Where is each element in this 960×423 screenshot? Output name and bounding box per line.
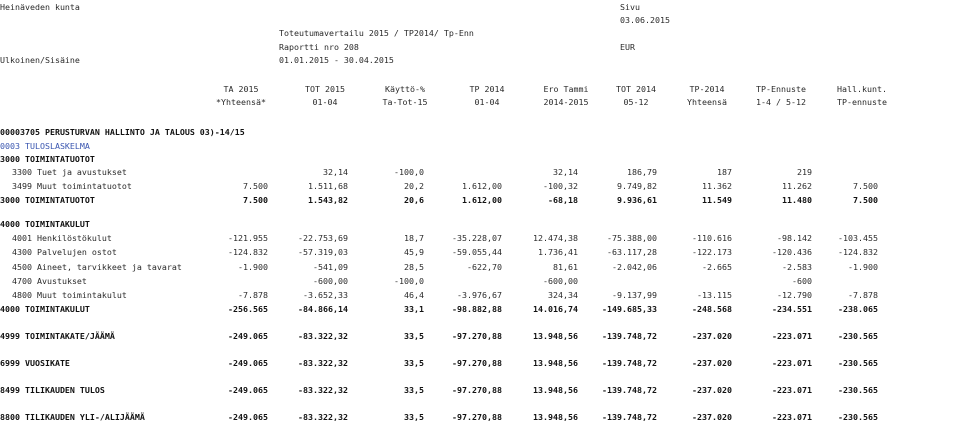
row-value: 46,4: [404, 290, 424, 300]
column-header-top: TP-2014: [689, 84, 725, 94]
row-value: 1.612,00: [462, 195, 502, 205]
row-value: 32,14: [323, 167, 348, 177]
row-value: -83.322,32: [298, 412, 348, 422]
row-value: -149.685,33: [602, 304, 657, 314]
row-value: -2.583: [782, 262, 812, 272]
column-header-sub: 2014-2015: [543, 97, 589, 107]
column-header-sub: 1-4 / 5-12: [756, 97, 806, 107]
row-label: 8800 TILIKAUDEN YLI-/ALIJÄÄMÄ: [0, 412, 145, 422]
column-header-top: TP 2014: [469, 84, 505, 94]
row-value: -35.228,07: [452, 233, 502, 243]
row-label: 4500 Aineet, tarvikkeet ja tavarat: [12, 262, 182, 272]
row-value: 9.749,82: [617, 181, 657, 191]
page-label: Sivu: [620, 2, 640, 12]
row-value: 33,5: [404, 385, 424, 395]
row-value: -9.137,99: [612, 290, 657, 300]
column-header-top: TP-Ennuste: [756, 84, 806, 94]
row-value: -7.878: [238, 290, 268, 300]
row-value: 11.262: [782, 181, 812, 191]
table-row: [0, 276, 960, 287]
row-value: 1.612,00: [462, 181, 502, 191]
row-value: -97.270,88: [452, 331, 502, 341]
row-value: -238.065: [838, 304, 878, 314]
row-value: -110.616: [692, 233, 732, 243]
row-value: -7.878: [848, 290, 878, 300]
row-value: -12.790: [777, 290, 812, 300]
row-value: -2.042,06: [612, 262, 657, 272]
row-value: -97.270,88: [452, 385, 502, 395]
column-header-top: Käyttö-%: [385, 84, 425, 94]
table-row: [0, 412, 960, 423]
row-value: 11.549: [702, 195, 732, 205]
column-header-sub: 01-04: [312, 97, 338, 107]
row-value: -600,00: [543, 276, 578, 286]
row-value: 1.736,41: [538, 247, 578, 257]
table-row: [0, 290, 960, 301]
row-value: -120.436: [772, 247, 812, 257]
row-value: 1.543,82: [308, 195, 348, 205]
row-label: 4000 TOIMINTAKULUT: [0, 304, 90, 314]
row-value: -223.071: [772, 385, 812, 395]
report-date: 03.06.2015: [620, 15, 670, 25]
table-row: [0, 127, 960, 138]
table-row: [0, 358, 960, 369]
column-header-top: Hall.kunt.: [837, 84, 887, 94]
row-value: 13.948,56: [533, 358, 578, 368]
column-header-top: Ero Tammi: [543, 84, 589, 94]
row-value: -230.565: [838, 331, 878, 341]
row-value: -100,32: [543, 181, 578, 191]
row-value: -124.832: [228, 247, 268, 257]
row-value: -83.322,32: [298, 331, 348, 341]
row-value: -3.652,33: [303, 290, 348, 300]
row-label: 8499 TILIKAUDEN TULOS: [0, 385, 105, 395]
row-value: 20,2: [404, 181, 424, 191]
row-value: -1.900: [238, 262, 268, 272]
report-number: Raportti nro 208: [279, 42, 359, 52]
row-value: -600,00: [313, 276, 348, 286]
row-label: 4001 Henkilöstökulut: [12, 233, 112, 243]
row-value: 324,34: [548, 290, 578, 300]
row-value: -223.071: [772, 358, 812, 368]
row-label: 4999 TOIMINTAKATE/JÄÄMÄ: [0, 331, 115, 341]
row-value: -122.173: [692, 247, 732, 257]
row-value: -139.748,72: [602, 358, 657, 368]
row-label: 0003 TULOSLASKELMA: [0, 141, 90, 151]
row-value: 7.500: [853, 181, 878, 191]
row-value: -68,18: [548, 195, 578, 205]
row-value: -237.020: [692, 385, 732, 395]
row-value: 14.016,74: [533, 304, 578, 314]
row-value: -100,0: [394, 167, 424, 177]
row-value: -541,09: [313, 262, 348, 272]
unit-name: Ulkoinen/Sisäine: [0, 55, 80, 65]
row-value: -121.955: [228, 233, 268, 243]
row-value: -22.753,69: [298, 233, 348, 243]
row-value: 33,5: [404, 358, 424, 368]
column-header-top: TOT 2015: [305, 84, 345, 94]
row-value: -237.020: [692, 412, 732, 422]
row-value: -230.565: [838, 412, 878, 422]
row-value: -237.020: [692, 358, 732, 368]
row-value: -57.319,03: [298, 247, 348, 257]
row-value: -13.115: [697, 290, 732, 300]
table-row: [0, 219, 960, 230]
row-value: -139.748,72: [602, 331, 657, 341]
column-header-sub: TP-ennuste: [837, 97, 887, 107]
table-row: [0, 167, 960, 178]
row-value: -237.020: [692, 331, 732, 341]
row-value: -100,0: [394, 276, 424, 286]
column-header-sub: Yhteensä: [687, 97, 727, 107]
row-value: -1.900: [848, 262, 878, 272]
row-value: 7.500: [243, 195, 268, 205]
row-value: -249.065: [228, 358, 268, 368]
row-value: 11.362: [702, 181, 732, 191]
row-value: -83.322,32: [298, 358, 348, 368]
row-value: -622,70: [467, 262, 502, 272]
row-value: -223.071: [772, 412, 812, 422]
row-value: -139.748,72: [602, 385, 657, 395]
report-period: 01.01.2015 - 30.04.2015: [279, 55, 394, 65]
row-value: 13.948,56: [533, 385, 578, 395]
row-value: 1.511,68: [308, 181, 348, 191]
row-value: -103.455: [838, 233, 878, 243]
row-value: 18,7: [404, 233, 424, 243]
column-header-sub: Ta-Tot-15: [382, 97, 428, 107]
row-value: 7.500: [243, 181, 268, 191]
currency-label: EUR: [620, 42, 635, 52]
row-label: 4800 Muut toimintakulut: [12, 290, 127, 300]
table-row: [0, 262, 960, 273]
row-value: 12.474,38: [533, 233, 578, 243]
row-value: -63.117,28: [607, 247, 657, 257]
row-value: -98.882,88: [452, 304, 502, 314]
column-header-top: TA 2015: [223, 84, 259, 94]
row-value: -124.832: [838, 247, 878, 257]
row-value: -230.565: [838, 358, 878, 368]
row-value: -230.565: [838, 385, 878, 395]
table-row: [0, 304, 960, 315]
row-value: -249.065: [228, 385, 268, 395]
row-value: 28,5: [404, 262, 424, 272]
row-value: 9.936,61: [617, 195, 657, 205]
row-value: -75.388,00: [607, 233, 657, 243]
row-value: -249.065: [228, 331, 268, 341]
row-value: 32,14: [553, 167, 578, 177]
column-header-sub: *Yhteensä*: [216, 97, 266, 107]
row-value: -139.748,72: [602, 412, 657, 422]
row-value: -600: [792, 276, 812, 286]
row-value: 33,1: [404, 304, 424, 314]
row-value: -249.065: [228, 412, 268, 422]
row-value: -256.565: [228, 304, 268, 314]
row-value: -83.322,32: [298, 385, 348, 395]
row-value: -223.071: [772, 331, 812, 341]
row-label: 6999 VUOSIKATE: [0, 358, 70, 368]
row-label: 00003705 PERUSTURVAN HALLINTO JA TALOUS 03)-14/15: [0, 127, 245, 137]
org-name: Heinäveden kunta: [0, 2, 80, 12]
table-row: [0, 331, 960, 342]
row-value: -234.551: [772, 304, 812, 314]
row-label: 4700 Avustukset: [12, 276, 87, 286]
row-value: 45,9: [404, 247, 424, 257]
row-label: 3499 Muut toimintatuotot: [12, 181, 132, 191]
row-label: 4300 Palvelujen ostot: [12, 247, 117, 257]
row-value: 11.480: [782, 195, 812, 205]
row-value: -98.142: [777, 233, 812, 243]
row-value: 33,5: [404, 412, 424, 422]
table-row: [0, 233, 960, 244]
report-title: Toteutumavertailu 2015 / TP2014/ Tp-Enn: [279, 28, 474, 38]
row-value: 187: [717, 167, 732, 177]
table-row: [0, 247, 960, 258]
row-value: -59.055,44: [452, 247, 502, 257]
row-value: -97.270,88: [452, 358, 502, 368]
row-label: 4000 TOIMINTAKULUT: [0, 219, 90, 229]
row-value: 219: [797, 167, 812, 177]
table-row: [0, 154, 960, 165]
row-label: 3300 Tuet ja avustukset: [12, 167, 127, 177]
column-header-sub: 05-12: [623, 97, 649, 107]
column-header-sub: 01-04: [474, 97, 500, 107]
row-value: 186,79: [627, 167, 657, 177]
row-value: 13.948,56: [533, 331, 578, 341]
row-value: 20,6: [404, 195, 424, 205]
table-row: [0, 181, 960, 192]
row-value: 81,61: [553, 262, 578, 272]
row-value: -248.568: [692, 304, 732, 314]
row-value: -3.976,67: [457, 290, 502, 300]
row-label: 3000 TOIMINTATUOTOT: [0, 195, 95, 205]
row-value: 13.948,56: [533, 412, 578, 422]
table-row: [0, 385, 960, 396]
column-header-top: TOT 2014: [616, 84, 656, 94]
row-value: -84.866,14: [298, 304, 348, 314]
table-row: [0, 195, 960, 206]
row-value: -97.270,88: [452, 412, 502, 422]
row-label: 3000 TOIMINTATUOTOT: [0, 154, 95, 164]
table-row: [0, 141, 960, 152]
row-value: -2.665: [702, 262, 732, 272]
row-value: 7.500: [853, 195, 878, 205]
row-value: 33,5: [404, 331, 424, 341]
